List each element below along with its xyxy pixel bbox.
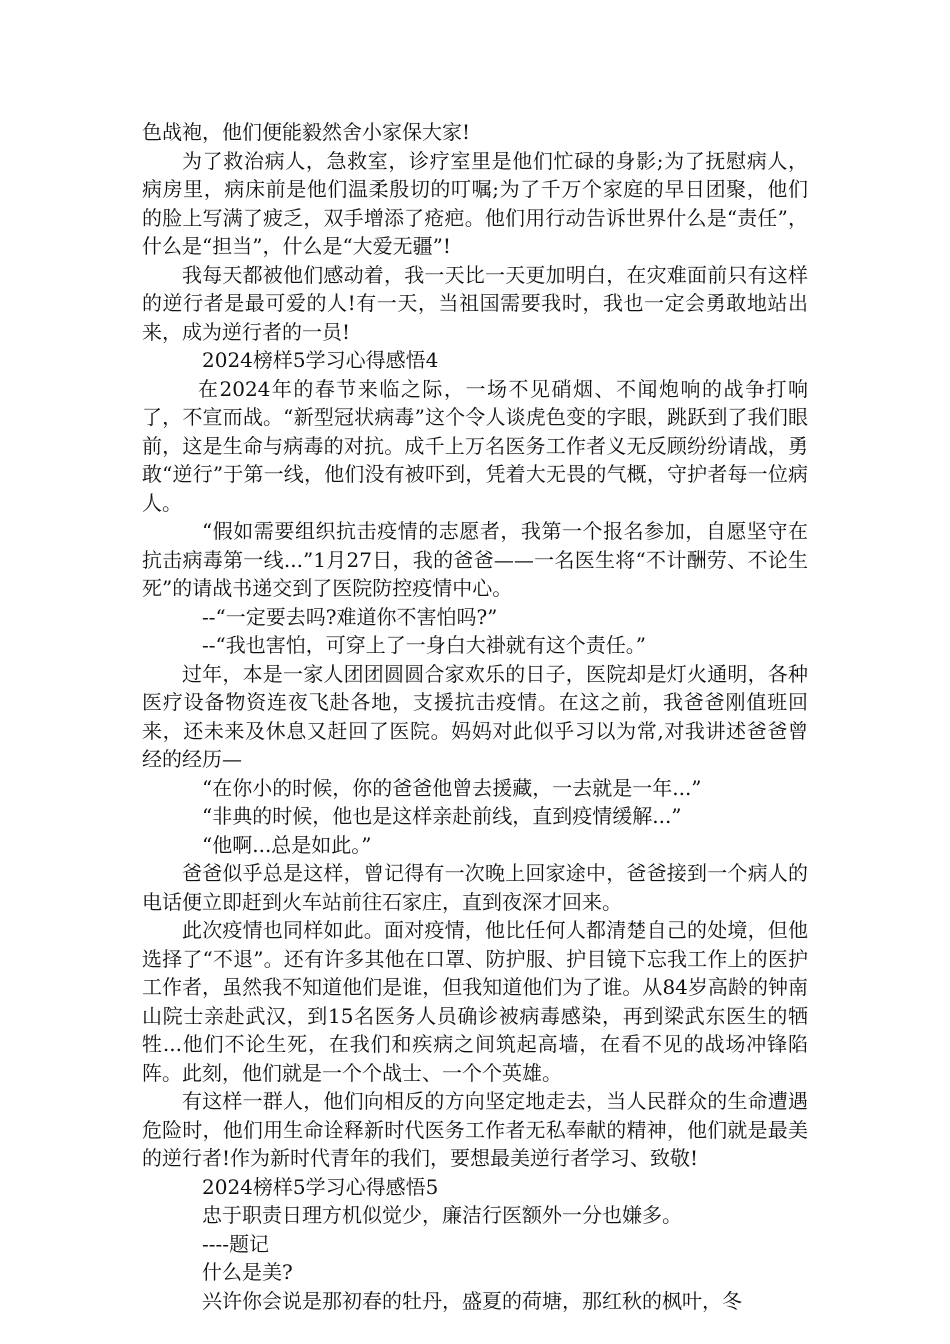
dialogue-line: “在你小的时候，你的爸爸他曾去援藏，一去就是一年...” <box>202 775 702 800</box>
paragraph: 为了救治病人，急救室，诊疗室里是他们忙碌的身影;为了抚慰病人，病房里，病床前是他们温柔殷切的叮嘱;为了千万个家庭的早日团聚，他们的脸上写满了疲乏，双手增添了疮疤。他们用行动告诉世界什么是“责任”，什么是“担当”，什么是“大爱无疆”! <box>142 148 808 258</box>
paragraph: 我每天都被他们感动着，我一天比一天更加明白，在灾难面前只有这样的逆行者是最可爱的人!有一天，当祖国需要我时，我也一定会勇敢地站出来，成为逆行者的一员! <box>142 262 808 344</box>
dialogue-line: “非典的时候，他也是这样亲赴前线，直到疫情缓解...” <box>202 804 682 828</box>
dialogue-line: --“一定要去吗?难道你不害怕吗?” <box>202 604 498 629</box>
question-line: 什么是美? <box>202 1260 293 1284</box>
epigraph-attribution: ----题记 <box>202 1231 270 1256</box>
section-heading: 2024榜样5学习心得感悟4 <box>202 348 439 372</box>
paragraph: 在2024年的春节来临之际，一场不见硝烟、不闻炮响的战争打响了，不宣而战。“新型冠状病毒”这个令人谈虎色变的字眼，跳跃到了我们眼前，这是生命与病毒的对抗。成千上万名医务工作者义无反顾纷纷请战，勇敢“逆行”于第一线，他们没有被吓到，凭着大无畏的气概，守护者每一位病人。 <box>142 376 808 515</box>
document-body <box>142 118 808 1315</box>
paragraph: 兴许你会说是那初春的牡丹，盛夏的荷塘，那红秋的枫叶，冬 <box>202 1288 742 1313</box>
paragraph: 过年，本是一家人团团圆圆合家欢乐的日子，医院却是灯火通明，各种医疗设备物资连夜飞赴各地，支援抗击疫情。在这之前，我爸爸刚值班回来，还未来及休息又赶回了医院。妈妈对此似乎习以为常,对我讲述爸爸曾经的经历— <box>142 661 808 771</box>
paragraph: 爸爸似乎总是这样，曾记得有一次晚上回家途中，爸爸接到一个病人的电话便立即赶到火车站前往石家庄，直到夜深才回来。 <box>142 861 808 914</box>
paragraph: “假如需要组织抗击疫情的志愿者，我第一个报名参加，自愿坚守在抗击病毒第一线...”1月27日，我的爸爸——一名医生将“不计酬劳、不论生死”的请战书递交到了医院防控疫情中心。 <box>142 519 808 600</box>
section-heading: 2024榜样5学习心得感悟5 <box>202 1174 439 1199</box>
epigraph: 忠于职责日理方机似觉少，廉洁行医额外一分也嫌多。 <box>202 1203 682 1227</box>
paragraph: 有这样一群人，他们向相反的方向坚定地走去，当人民群众的生命遭遇危险时，他们用生命诠释新时代医务工作者无私奉献的精神，他们就是最美的逆行者!作为新时代青年的我们，要想最美逆行者学习、致敬! <box>142 1089 808 1170</box>
paragraph: 此次疫情也同样如此。面对疫情，他比任何人都清楚自己的处境，但他选择了“不退”。还有许多其他在口罩、防护服、护目镜下忘我工作上的医护工作者，虽然我不知道他们是谁，但我知道他们为了谁。从84岁高龄的钟南山院士亲赴武汉，到15名医务人员确诊被病毒感染，再到梁武东医生的牺牲...他们不论生死，在我们和疾病之间筑起高墙，在看不见的战场冲锋陷阵。此刻，他们就是一个个战士、一个个英雄。 <box>142 918 808 1085</box>
dialogue-line: “他啊...总是如此。” <box>202 832 372 857</box>
dialogue-line: --“我也害怕，可穿上了一身白大褂就有这个责任。” <box>202 633 646 657</box>
paragraph-continued: 色战袍，他们便能毅然舍小家保大家! <box>142 120 471 144</box>
